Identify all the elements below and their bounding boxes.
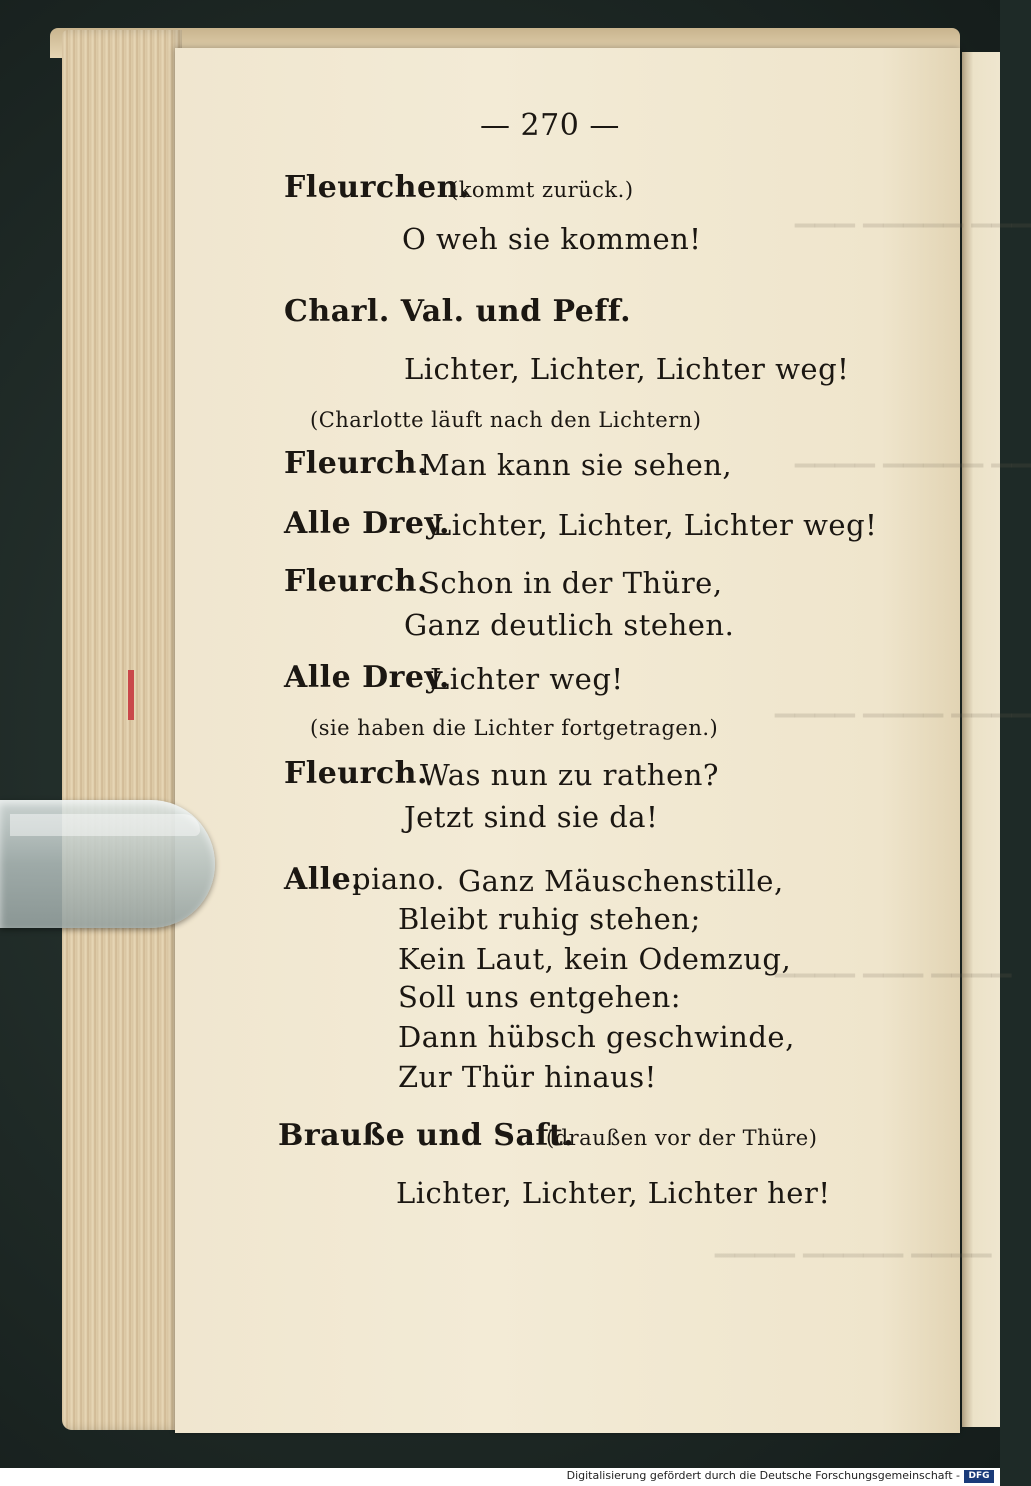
verse-line: Ganz Mäuschenstille, bbox=[458, 864, 784, 898]
bleed-through: ▁▁▁▁ ▁▁▁ ▁▁▁▁ bbox=[775, 948, 1012, 978]
bleed-through: ▁▁▁▁ ▁▁▁▁ ▁▁▁▁ bbox=[775, 688, 1031, 718]
verse-line: Bleibt ruhig stehen; bbox=[398, 902, 701, 936]
facing-page-edge bbox=[962, 52, 1000, 1427]
speaker-name: Fleurch. bbox=[284, 446, 428, 481]
page-number: — 270 — bbox=[480, 108, 620, 143]
speaker-name: Fleurch. bbox=[284, 564, 428, 599]
speaker-name: Brauße und Saft. bbox=[278, 1118, 575, 1153]
speaker-name: Charl. Val. und Peff. bbox=[284, 294, 632, 329]
speaker-name: Fleurchen. bbox=[284, 170, 470, 205]
bleed-through: ▁▁▁ ▁▁▁▁▁ ▁▁▁ bbox=[795, 198, 1031, 228]
stage-direction: (sie haben die Lichter fortgetragen.) bbox=[310, 716, 719, 740]
verse-line: Lichter, Lichter, Lichter weg! bbox=[432, 508, 878, 542]
verse-line: Man kann sie sehen, bbox=[420, 448, 733, 482]
verse-line: Soll uns entgehen: bbox=[398, 980, 682, 1014]
funding-credit: Digitalisierung gefördert durch die Deutsche Forschungsgemeinschaft - bbox=[566, 1469, 960, 1482]
speaker-name: Fleurch. bbox=[284, 756, 428, 791]
stage-direction: (draußen vor der Thüre) bbox=[546, 1126, 818, 1150]
speaker-name: Alle. bbox=[284, 862, 363, 897]
verse-line: Lichter weg! bbox=[430, 662, 624, 696]
page-holder-clip bbox=[0, 800, 215, 928]
stage-direction: (kommt zurück.) bbox=[450, 178, 634, 202]
verse-line: Was nun zu rathen? bbox=[420, 758, 719, 792]
speaker-name: Alle Drey. bbox=[284, 660, 450, 695]
bleed-through: ▁▁▁▁ ▁▁▁▁▁ ▁▁ bbox=[795, 438, 1031, 468]
tempo-marking: piano. bbox=[352, 862, 445, 896]
verse-line: Schon in der Thüre, bbox=[420, 566, 723, 600]
verse-line: Kein Laut, kein Odemzug, bbox=[398, 942, 792, 976]
speaker-name: Alle Drey. bbox=[284, 506, 450, 541]
bleed-through: ▁▁▁▁ ▁▁▁▁▁ ▁▁▁▁ bbox=[715, 1228, 992, 1258]
verse-line: Jetzt sind sie da! bbox=[404, 800, 659, 834]
book-page-edges bbox=[62, 30, 182, 1430]
verse-line: Ganz deutlich stehen. bbox=[404, 608, 735, 642]
verse-line: Lichter, Lichter, Lichter her! bbox=[396, 1176, 831, 1210]
stage-direction: (Charlotte läuft nach den Lichtern) bbox=[310, 408, 702, 432]
verse-line: O weh sie kommen! bbox=[402, 222, 702, 256]
verse-line: Zur Thür hinaus! bbox=[398, 1060, 657, 1094]
verse-line: Lichter, Lichter, Lichter weg! bbox=[404, 352, 850, 386]
red-edge-mark bbox=[128, 670, 134, 720]
verse-line: Dann hübsch geschwinde, bbox=[398, 1020, 795, 1054]
dfg-logo: DFG bbox=[964, 1470, 994, 1483]
